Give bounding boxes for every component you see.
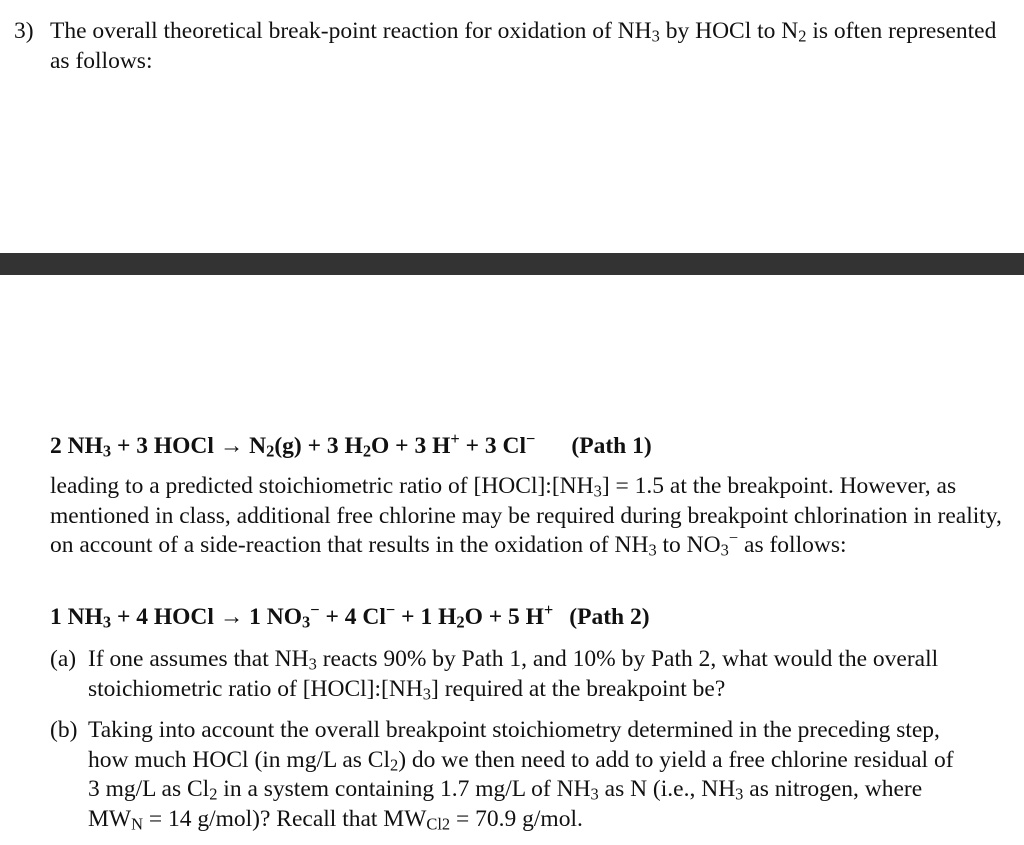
question-number: 3) [14, 18, 34, 44]
equation-path-1: 2 $NH_3 + 3$ HOCl → $N_2(g) + 3$ $H_2O + 3$ H+ + 3 Cl− (Path 1) [50, 428, 652, 461]
question-header [14, 17, 1004, 76]
path-1-label: (Path 1) [571, 433, 652, 459]
redaction-bar [0, 253, 1024, 275]
part-b-text: Taking into account the overall breakpoint stoichiometry determined in the preceding step, how much HOCl (in mg/L as $Cl_2$) do we then need to add to yield a free chlorine residual of 3 mg/L as $Cl_2$ in a system containing 1.7 mg/L of $NH_3$ as N (i.e., $NH_3$ as nitrogen, where $MW_N = 14$ g/mol)? Recall that $MW_{Cl2} = 70.9$ g/mol. [88, 717, 954, 834]
equation-path-2: 1 $NH_3 + 4$ HOCl → 1 $NO_3^- + 4$ Cl− + 1 $H_2O + 5$ H+ (Path 2) [50, 599, 650, 632]
part-b-marker: (b) [50, 717, 78, 743]
question-part-a [50, 645, 970, 704]
question-intro: The overall theoretical break-point reaction for oxidation of $NH_3$ by HOCl to $N_2$ is often represented as follows: [50, 18, 997, 74]
part-a-text: If one assumes that $NH_3$ reacts 90% by Path 1, and 10% by Path 2, what would the overall stoichiometric ratio of $[HOCl]:[NH_3]$ required at the breakpoint be? [88, 646, 939, 704]
question-part-b [50, 716, 970, 834]
explanation-paragraph: leading to a predicted stoichiometric ratio of $[HOCl]:[NH_3] = 1.5$ at the breakpoint. However, as mentioned in class, additional free chlorine may be required during breakpoint chlorination in reality, on account of a side-reaction that results in the oxidation of $NH_3$ to $NO_3^-$ as follows: [50, 473, 1002, 560]
part-a-marker: (a) [50, 646, 77, 672]
path-2-label: (Path 2) [569, 604, 650, 630]
